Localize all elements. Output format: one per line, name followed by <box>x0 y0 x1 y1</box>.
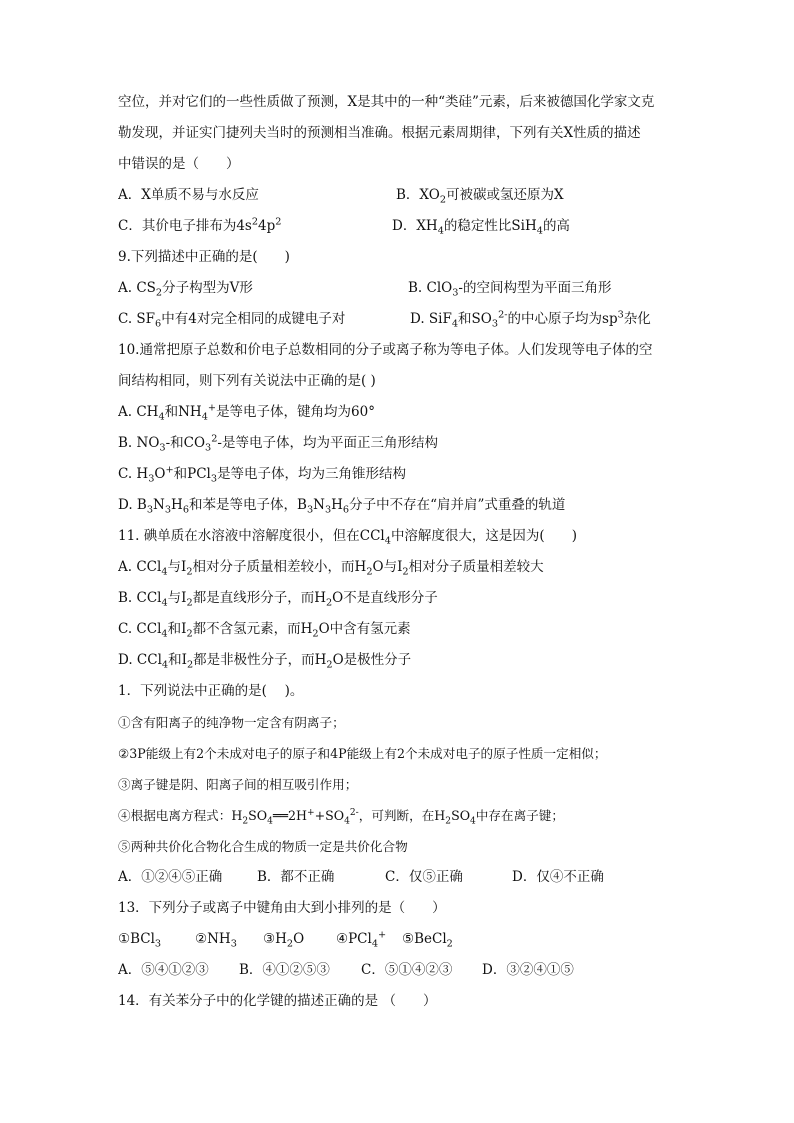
question-10-stem: 间结构相同，则下列有关说法中正确的是( ) <box>118 373 376 389</box>
option-a: A. $CH_4$和$NH_4^+$是等电子体，键角均为60° <box>118 402 375 423</box>
option-b: B. $NO_3-$和$CO_3^2-$是等电子体，均为平面正三角形结构 <box>118 433 438 454</box>
option-b: B．$XO_2$可被碳或氢还原为X <box>396 187 564 206</box>
statement: ③离子键是阴、阳离子间的相互吸引作用； <box>118 777 358 792</box>
question-12-options-row <box>118 862 694 893</box>
question-8-stem <box>118 87 694 180</box>
question-8-options-row <box>118 180 694 211</box>
molecule-item: ④PCl$_4$+ <box>336 929 387 950</box>
text-line: 中错误的是（ ） <box>118 156 240 172</box>
question-12 <box>118 676 694 893</box>
option-c: C. $H_3O^+$和PCl$_3$是等电子体，均为三角锥形结构 <box>118 464 407 485</box>
option-a: A. $CS_2$分子构型为V形 <box>118 280 253 299</box>
question-9-options-row <box>118 304 694 335</box>
question-13-items-row <box>118 924 694 955</box>
option-d: D．③②④①⑤ <box>482 962 574 978</box>
option-b: B．都不正确 <box>257 869 335 885</box>
question-11-stem: 11. 碘单质在水溶液中溶解度很小，但在CCl$_4$中溶解度很大，这是因为( ) <box>118 528 577 547</box>
question-13 <box>118 893 694 986</box>
option-a: A. CCl$_4$与$I_2$相对分子质量相差较小，而$H_2O$与$I_2$相对分子质量相差较大 <box>118 559 544 578</box>
molecule-item: ⑤BeCl$_2$ <box>402 931 453 950</box>
option-a: A．X单质不易与水反应 <box>118 187 259 203</box>
question-10-stem: 10.通常把原子总数和价电子总数相同的分子或离子称为等电子体。人们发现等电子体的空 <box>118 342 653 358</box>
text-line: 空位，并对它们的一些性质做了预测，X是其中的一种“类硅”元素，后来被德国化学家文克 <box>118 94 655 110</box>
option-d: D. $B_3N_3H_6$和苯是等电子体，$B_3N_3H_6$分子中不存在“肩并肩”式重叠的轨道 <box>118 497 566 516</box>
option-d: D．仅④不正确 <box>512 869 604 885</box>
molecule-item: $③H_2O$ <box>263 931 305 950</box>
option-b: B．④①②⑤③ <box>239 962 330 978</box>
statement: ②3P能级上有2个未成对电子的原子和4P能级上有2个未成对电子的原子性质一定相似； <box>118 746 607 761</box>
statement: ⑤两种共价化合物化合生成的物质一定是共价化合物 <box>118 839 408 854</box>
question-9-options-row <box>118 273 694 304</box>
question-14-stem: 14．有关苯分子中的化学键的描述正确的是 （ ） <box>118 993 437 1009</box>
option-c: C．仅⑤正确 <box>385 869 463 885</box>
question-12-stem: 1．下列说法中正确的是( )。 <box>118 683 304 699</box>
molecule-item: ①BCl$_3$ <box>118 931 162 950</box>
question-11 <box>118 521 694 676</box>
question-13-stem: 13．下列分子或离子中键角由大到小排列的是（ ） <box>118 900 446 916</box>
statement: ④根据电离方程式：$H_2SO_4══2H^++SO_4^{2-}$，可判断，在$H_2SO_4$中存在离子键； <box>118 807 564 827</box>
option-a: A．⑤④①②③ <box>118 962 209 978</box>
option-d: D．$XH_4$的稳定性比SiH$_4$的高 <box>392 218 570 237</box>
option-d: D. CCl$_4$和$I_2$都是非极性分子，而$H_2O$是极性分子 <box>118 652 412 671</box>
option-b: B. ClO$_3$-的空间构型为平面三角形 <box>408 280 612 299</box>
molecule-item: $②NH_3$ <box>195 931 237 950</box>
text-line: 勒发现，并证实门捷列夫当时的预测相当准确。根据元素周期律，下列有关X性质的描述 <box>118 125 641 141</box>
option-c: C．⑤①④②③ <box>361 962 453 978</box>
option-c: C．其价电子排布为$4s^24p^2$ <box>118 216 282 234</box>
question-9-stem: 9.下列描述中正确的是( ) <box>118 249 290 265</box>
question-13-options-row <box>118 955 694 986</box>
option-b: B. CCl$_4$与$I_2$都是直线形分子，而$H_2O$不是直线形分子 <box>118 590 438 609</box>
option-a: A．①②④⑤正确 <box>118 869 223 885</box>
question-10 <box>118 335 694 521</box>
option-c: C. $SF_6$中有4对完全相同的成键电子对 <box>118 311 346 330</box>
option-c: C. CCl$_4$和$I_2$都不含氢元素，而$H_2O$中含有氢元素 <box>118 621 411 640</box>
statement: ①含有阳离子的纯净物一定含有阴离子； <box>118 715 345 730</box>
option-d: D. SiF$_4$和$SO_3^{2-}$的中心原子均为$sp^3$杂化 <box>410 309 651 330</box>
question-8-options-row <box>118 211 694 242</box>
